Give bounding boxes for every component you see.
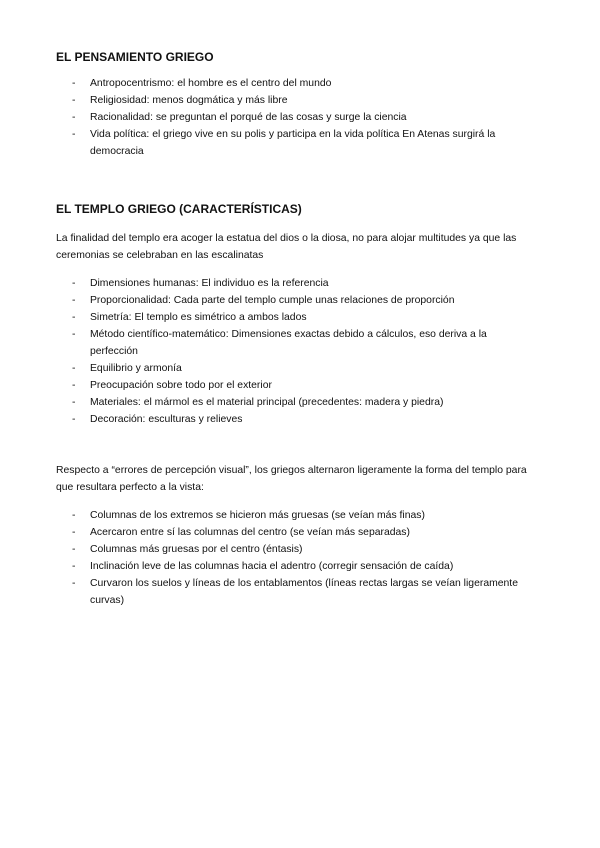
list-item: - Proporcionalidad: Cada parte del templo cumple unas relaciones de proporción [0, 292, 520, 309]
list-item: - Vida política: el griego vive en su polis y participa en la vida política En Atenas surgirá la democracia [0, 126, 520, 160]
dash-bullet: - [72, 527, 76, 538]
dash-bullet: - [72, 544, 76, 555]
dash-bullet: - [72, 295, 76, 306]
list-pensamiento [0, 75, 600, 160]
dash-bullet: - [72, 78, 76, 89]
heading-pensamiento-griego: EL PENSAMIENTO GRIEGO [56, 50, 214, 64]
dash-bullet: - [72, 414, 76, 425]
dash-bullet: - [72, 329, 76, 340]
list-item: - Columnas de los extremos se hicieron más gruesas (se veían más finas) [0, 507, 520, 524]
list-item: - Antropocentrismo: el hombre es el centro del mundo [0, 75, 520, 92]
dash-bullet: - [72, 312, 76, 323]
dash-bullet: - [72, 278, 76, 289]
dash-bullet: - [72, 112, 76, 123]
dash-bullet: - [72, 578, 76, 589]
list-item: - Inclinación leve de las columnas hacia el adentro (corregir sensación de caída) [0, 558, 520, 575]
dash-bullet: - [72, 380, 76, 391]
dash-bullet: - [72, 129, 76, 140]
dash-bullet: - [72, 561, 76, 572]
heading-templo-griego: EL TEMPLO GRIEGO (CARACTERÍSTICAS) [56, 202, 302, 216]
perception-paragraph: Respecto a “errores de percepción visual”, los griegos alternaron ligeramente la forma del templo para que resultara perfecto a la vista: [56, 465, 527, 493]
list-item: - Dimensiones humanas: El individuo es la referencia [0, 275, 520, 292]
list-item: - Acercaron entre sí las columnas del centro (se veían más separadas) [0, 524, 520, 541]
dash-bullet: - [72, 95, 76, 106]
list-item: - Método científico-matemático: Dimensiones exactas debido a cálculos, eso deriva a la perfección [0, 326, 520, 360]
dash-bullet: - [72, 510, 76, 521]
list-percepcion [0, 507, 600, 609]
list-item: - Curvaron los suelos y líneas de los entablamentos (líneas rectas largas se veían ligeramente curvas) [0, 575, 520, 609]
list-item: - Materiales: el mármol es el material principal (precedentes: madera y piedra) [0, 394, 520, 411]
dash-bullet: - [72, 363, 76, 374]
list-item: - Columnas más gruesas por el centro (éntasis) [0, 541, 520, 558]
list-item: - Equilibrio y armonía [0, 360, 520, 377]
list-item: - Religiosidad: menos dogmática y más libre [0, 92, 520, 109]
dash-bullet: - [72, 397, 76, 408]
list-templo [0, 275, 600, 428]
list-item: - Decoración: esculturas y relieves [0, 411, 520, 428]
list-item: - Simetría: El templo es simétrico a ambos lados [0, 309, 520, 326]
intro-paragraph: La finalidad del templo era acoger la estatua del dios o la diosa, no para alojar multitudes ya que las ceremonias se celebraban en las escalinatas [56, 233, 517, 261]
list-item: - Preocupación sobre todo por el exterior [0, 377, 520, 394]
list-item: - Racionalidad: se preguntan el porqué de las cosas y surge la ciencia [0, 109, 520, 126]
